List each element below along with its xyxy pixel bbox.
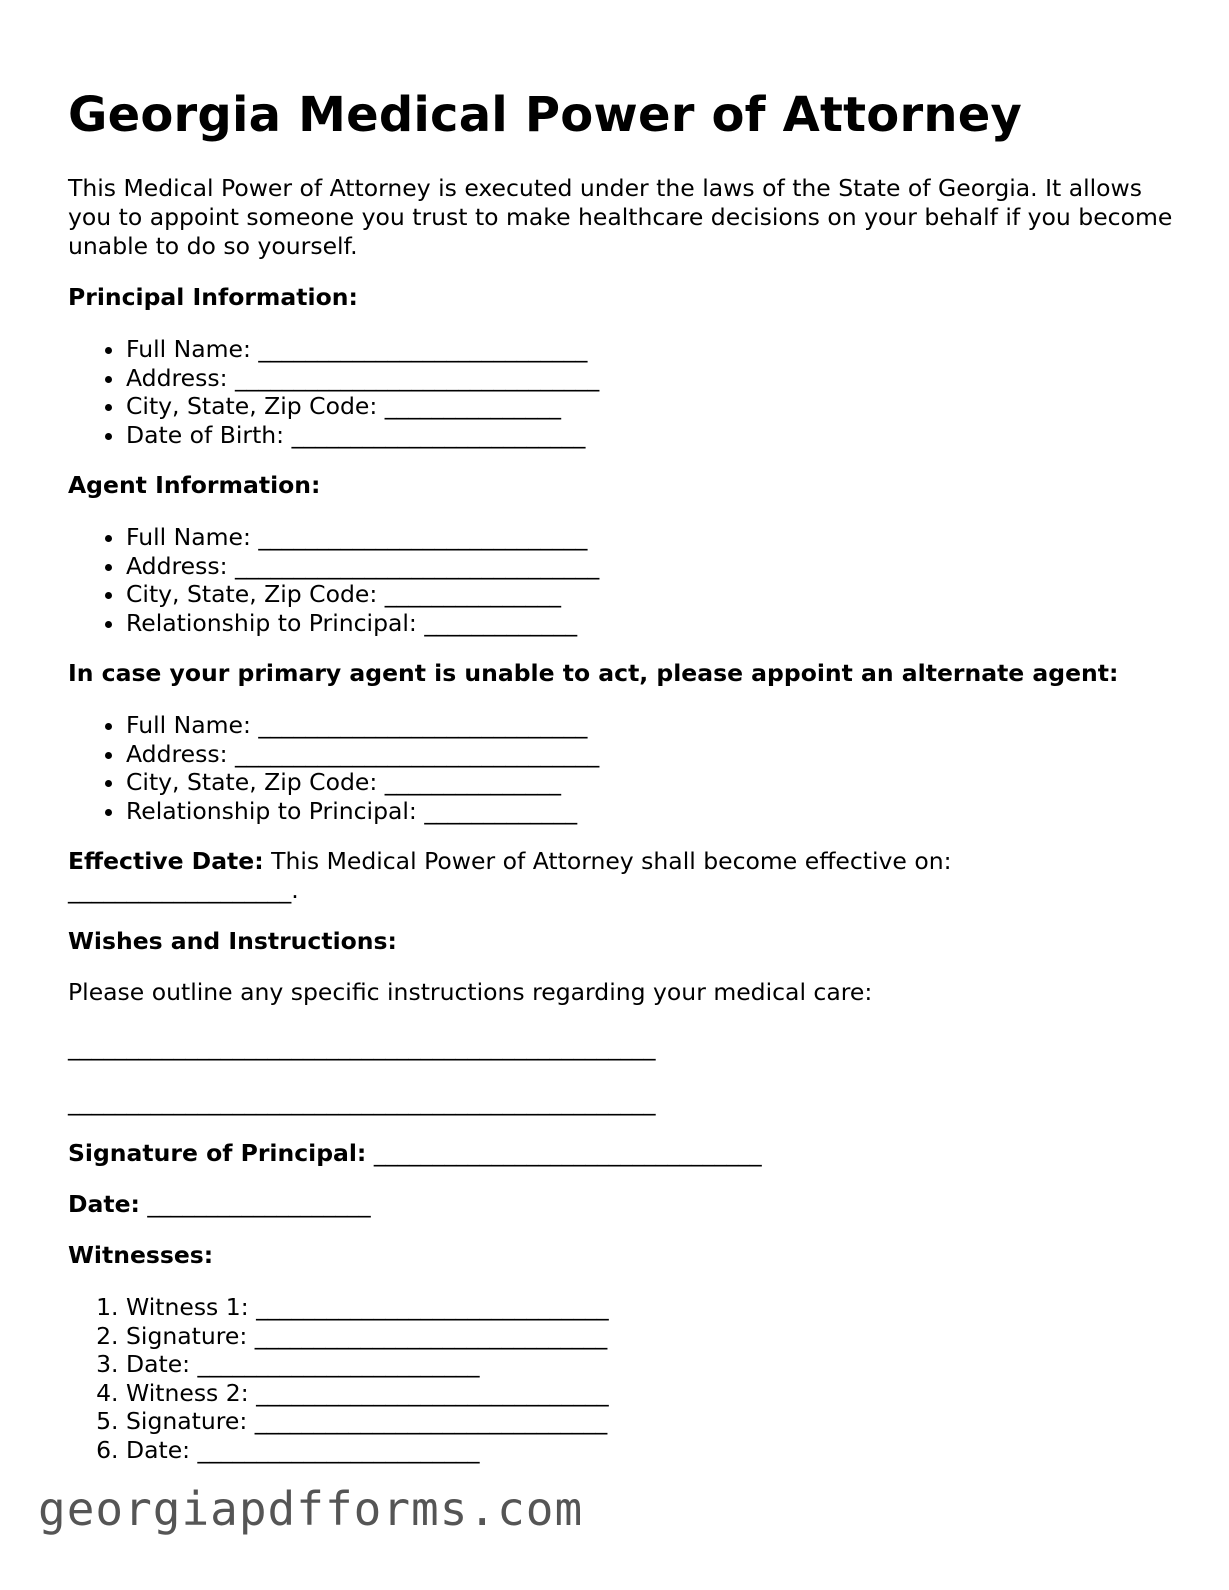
date-blank: ___________________ — [139, 1190, 371, 1218]
agent-field-list — [68, 523, 1178, 637]
principal-field-list — [68, 335, 1178, 449]
document-title: Georgia Medical Power of Attorney — [68, 87, 1022, 143]
watermark: georgiapdfforms.com — [38, 1482, 584, 1536]
signature-blank: _________________________________ — [366, 1139, 762, 1167]
witness-1-name-field[interactable]: 1. Witness 1: ______________________________ — [126, 1293, 1178, 1322]
witness-1-date-field[interactable]: 3. Date: ________________________ — [126, 1350, 1178, 1379]
effective-date-paragraph[interactable] — [68, 847, 1178, 905]
alternate-relationship-field[interactable]: • Relationship to Principal: _____________ — [126, 797, 1178, 826]
alternate-agent-heading: In case your primary agent is unable to act, please appoint an alternate agent: — [68, 659, 1119, 687]
witness-field-list — [68, 1293, 1178, 1464]
principal-date-of-birth-field[interactable]: • Date of Birth: _________________________ — [126, 421, 1178, 450]
effective-date-text: This Medical Power of Attorney shall become effective on: ___________________. — [68, 847, 952, 904]
principal-signature-line[interactable] — [68, 1139, 1178, 1168]
date-label: Date: — [68, 1190, 140, 1218]
witness-2-name-field[interactable]: 4. Witness 2: ______________________________ — [126, 1379, 1178, 1408]
agent-city-state-zip-field[interactable]: • City, State, Zip Code: _______________ — [126, 580, 1178, 609]
principal-full-name-field[interactable]: • Full Name: ____________________________ — [126, 335, 1178, 364]
date-line[interactable] — [68, 1190, 1178, 1219]
witness-2-date-field[interactable]: 6. Date: ________________________ — [126, 1436, 1178, 1465]
agent-heading: Agent Information: — [68, 471, 321, 499]
signature-label: Signature of Principal: — [68, 1139, 367, 1167]
wishes-prompt: Please outline any specific instructions regarding your medical care: — [68, 978, 873, 1006]
document-page — [68, 82, 1178, 1464]
principal-heading: Principal Information: — [68, 283, 358, 311]
wishes-blank-line-1[interactable]: __________________________________________________ — [68, 1033, 656, 1061]
witness-2-signature-field[interactable]: 5. Signature: ______________________________ — [126, 1407, 1178, 1436]
witnesses-heading: Witnesses: — [68, 1241, 214, 1269]
alternate-city-state-zip-field[interactable]: • City, State, Zip Code: _______________ — [126, 768, 1178, 797]
alternate-full-name-field[interactable]: • Full Name: ____________________________ — [126, 711, 1178, 740]
agent-address-field[interactable]: • Address: _______________________________ — [126, 552, 1178, 581]
agent-full-name-field[interactable]: • Full Name: ____________________________ — [126, 523, 1178, 552]
principal-address-field[interactable]: • Address: _______________________________ — [126, 364, 1178, 393]
effective-date-label: Effective Date: — [68, 847, 264, 875]
witness-1-signature-field[interactable]: 2. Signature: ______________________________ — [126, 1322, 1178, 1351]
principal-city-state-zip-field[interactable]: • City, State, Zip Code: _______________ — [126, 392, 1178, 421]
agent-relationship-field[interactable]: • Relationship to Principal: _____________ — [126, 609, 1178, 638]
wishes-blank-line-2[interactable]: __________________________________________________ — [68, 1088, 656, 1116]
wishes-heading: Wishes and Instructions: — [68, 927, 397, 955]
intro-paragraph: This Medical Power of Attorney is executed under the laws of the State of Georgia. It allows you to appoint someone you trust to make healthcare decisions on your behalf if you become unable to do so yourself. — [68, 174, 1173, 260]
alternate-address-field[interactable]: • Address: _______________________________ — [126, 740, 1178, 769]
alternate-agent-field-list — [68, 711, 1178, 825]
